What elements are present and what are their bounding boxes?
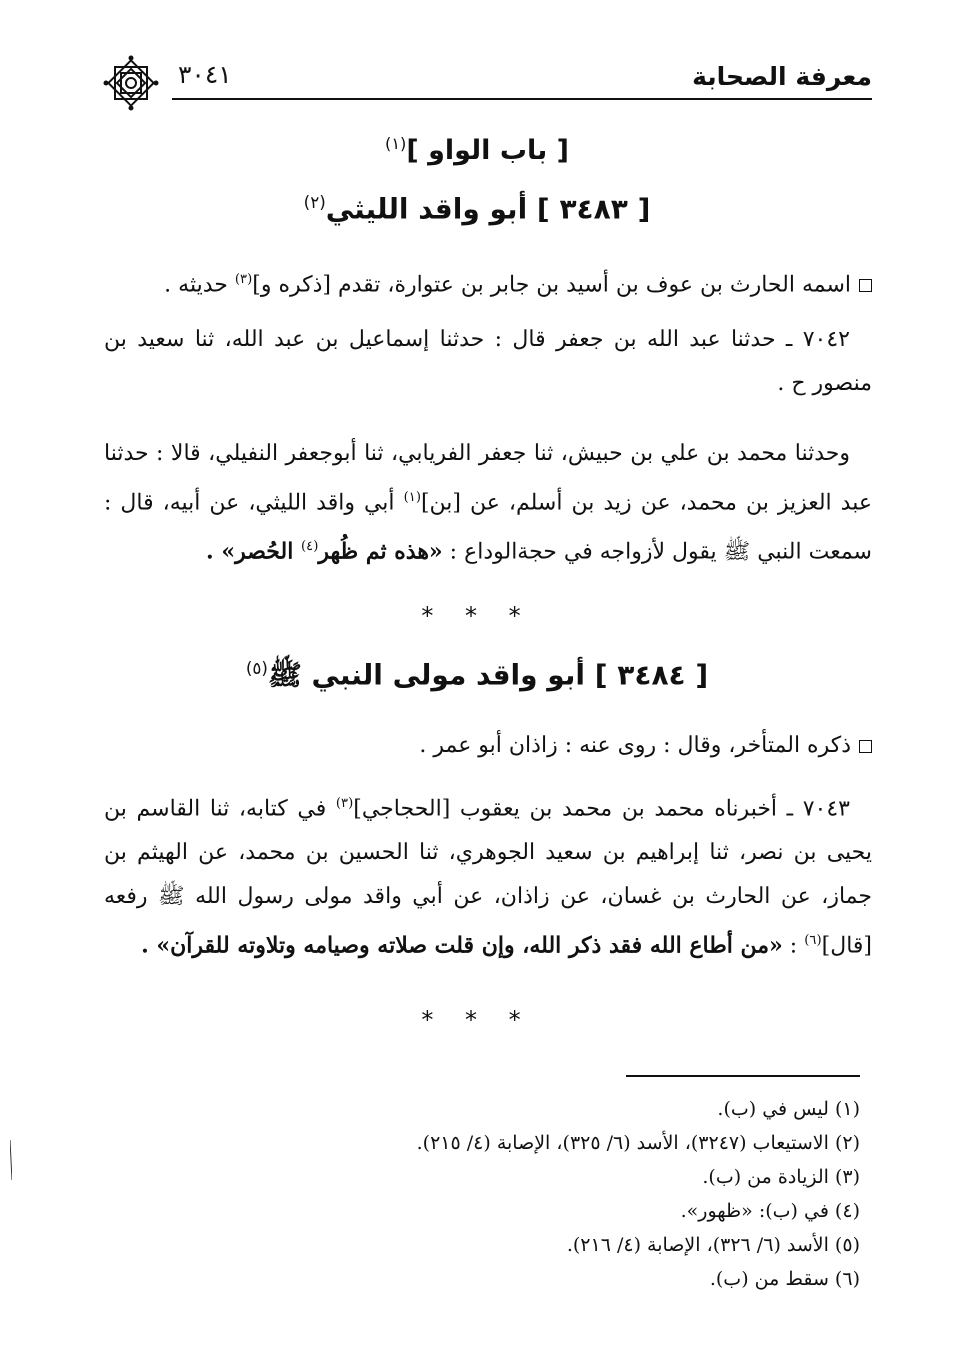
footnote-ref: (٦): [804, 933, 822, 949]
entry-footnote-ref-3484: (٥): [245, 658, 268, 678]
footnote-rule: [626, 1075, 860, 1077]
chapter-footnote-ref: (١): [384, 134, 407, 153]
footnote-1: (١) ليس في (ب).: [717, 1098, 860, 1120]
entry-title-3484: [ ٣٤٨٤ ] أبو واقد مولى النبي ﷺ: [267, 658, 709, 692]
hadith-text: ٧٠٤٣ ـ أخبرناه محمد بن محمد بن يعقوب [الحجاجي]: [353, 796, 850, 822]
footnote-2: (٢) الاستيعاب (٣٢٤٧)، الأسد (٦/ ٣٢٥)، الإصابة (٤/ ٢١٥).: [416, 1132, 860, 1154]
hadith-colon: :: [782, 933, 805, 959]
hadith-text-cont: أبي واقد الليثي، عن أبيه، قال : سمعت النبي ﷺ يقول لأزواجه في حجةالوداع :: [104, 490, 872, 565]
hadith-text: ٧٠٤٢ ـ حدثنا عبد الله بن جعفر قال : حدثنا إسماعيل بن عبد الله، ثنا سعيد بن منصور ح .: [104, 327, 872, 396]
chapter-heading: [82, 134, 872, 166]
footnote-6: (٦) سقط من (ب).: [709, 1268, 860, 1290]
separator-stars-2: * * *: [421, 1006, 533, 1034]
hadith-7042-part1: [104, 318, 872, 406]
entry-footnote-ref-3483: (٢): [303, 192, 326, 212]
hadith-7042-part2: [104, 432, 872, 575]
entry-intro-3483: [104, 258, 872, 307]
footnote-3: (٣) الزيادة من (ب).: [702, 1166, 860, 1188]
hadith-text: وحدثنا محمد بن علي بن حبيش، ثنا جعفر الفريابي، ثنا أبوجعفر النفيلي، قالا : حدثنا عبد العزيز بن محمد، عن زيد بن أسلم، عن [بن]: [104, 441, 872, 516]
entry-heading-3484: [82, 658, 872, 698]
footnote-5: (٥) الأسد (٦/ ٣٢٦)، الإصابة (٤/ ٢١٦).: [566, 1234, 860, 1256]
header-rule: [172, 98, 872, 100]
book-title: معرفة الصحابة: [692, 62, 872, 91]
entry-heading-3483: [82, 192, 872, 225]
hadith-7043: [104, 782, 872, 969]
chapter-title: [ باب الواو ]: [406, 135, 569, 166]
footnote-4: (٤) في (ب): «ظهور».: [680, 1200, 860, 1222]
intro-text: اسمه الحارث بن عوف بن أسيد بن جابر بن عتوارة، تقدم [ذكره و]: [252, 272, 851, 298]
separator-stars: * * *: [421, 602, 533, 630]
footnote-ref: (٣): [234, 272, 253, 287]
hadith-text-cont: في كتابه، ثنا القاسم بن يحيى بن نصر، ثنا إبراهيم بن سعيد الجوهري، ثنا الحسين بن محمد، عن الهيثم بن جماز، عن الحارث بن غسان، عن زاذان، عن أبي واقد مولى رسول الله ﷺ رفعه [قال]: [104, 796, 872, 959]
prophetic-quote-end: الحُصر» .: [206, 538, 301, 565]
scan-mark: [10, 1140, 12, 1180]
entry-title-3483: [ ٣٤٨٣ ] أبو واقد الليثي: [325, 192, 651, 226]
footnote-ref: (٣): [335, 796, 354, 811]
prophetic-quote: «من أطاع الله فقد ذكر الله، وإن قلت صلاته وصيامه وتلاوته للقرآن» .: [141, 932, 783, 959]
entry-intro-3484: [104, 724, 872, 768]
prophetic-quote: «هذه ثم ظُهر: [318, 538, 443, 565]
intro-text-end: حديثه .: [164, 272, 235, 298]
page-number: ٣٠٤١: [178, 60, 232, 89]
square-bullet-icon: [859, 740, 872, 753]
ornament-icon: [102, 54, 160, 112]
footnote-ref: (٤): [300, 539, 319, 555]
intro-text: ذكره المتأخر، وقال : روى عنه : زاذان أبو عمر .: [419, 733, 851, 758]
page-header: [100, 56, 872, 100]
footnote-ref: (١): [403, 490, 421, 505]
square-bullet-icon: [859, 279, 872, 292]
footnotes: [417, 1092, 860, 1296]
